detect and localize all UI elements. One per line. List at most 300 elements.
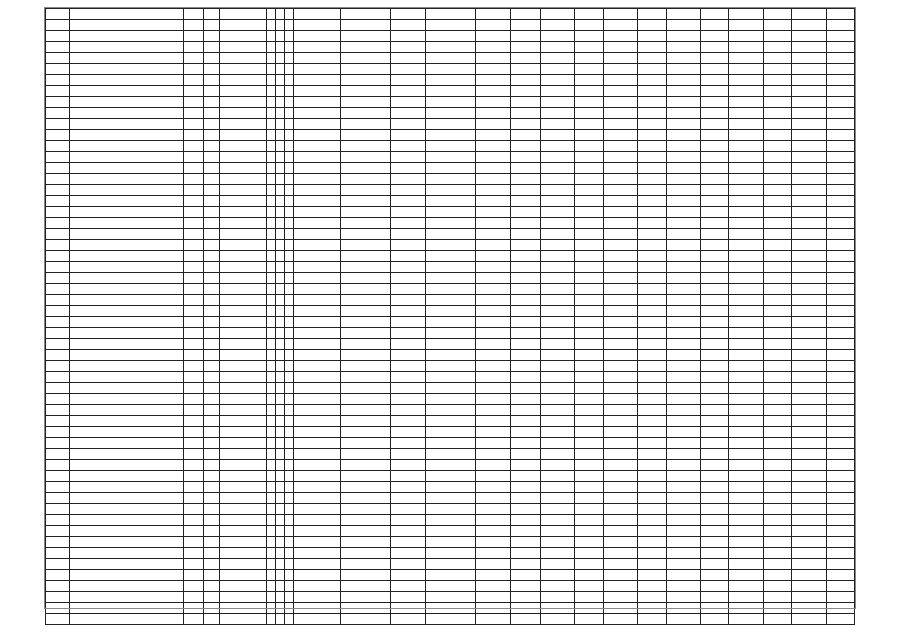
table-cell (391, 504, 425, 515)
table-cell (70, 372, 183, 383)
table-cell (826, 86, 854, 97)
table-cell (666, 42, 700, 53)
table-cell (541, 526, 575, 537)
table-cell (46, 603, 70, 614)
table-cell (603, 361, 637, 372)
table-cell (541, 240, 575, 251)
table-cell (425, 493, 476, 504)
table-cell (666, 581, 700, 592)
table-cell (284, 339, 293, 350)
table-cell (425, 383, 476, 394)
table-row (46, 229, 855, 240)
table-cell (46, 20, 70, 31)
table-cell (183, 9, 203, 20)
table-cell (729, 86, 763, 97)
table-cell (476, 141, 510, 152)
table-cell (826, 306, 854, 317)
table-cell (666, 9, 700, 20)
table-row (46, 20, 855, 31)
table-cell (220, 559, 267, 570)
table-cell (826, 75, 854, 86)
table-cell (70, 361, 183, 372)
table-cell (603, 515, 637, 526)
table-cell (575, 240, 603, 251)
table-cell (340, 196, 391, 207)
table-cell (510, 438, 540, 449)
table-cell (294, 185, 341, 196)
table-cell (603, 438, 637, 449)
table-cell (284, 416, 293, 427)
table-cell (603, 130, 637, 141)
table-cell (792, 339, 826, 350)
table-cell (425, 361, 476, 372)
table-cell (70, 405, 183, 416)
table-cell (294, 460, 341, 471)
table-cell (638, 75, 666, 86)
table-cell (46, 86, 70, 97)
table-cell (763, 504, 791, 515)
table-cell (203, 119, 219, 130)
table-cell (391, 64, 425, 75)
table-cell (266, 339, 275, 350)
table-cell (575, 97, 603, 108)
table-cell (575, 86, 603, 97)
table-cell (792, 284, 826, 295)
table-cell (340, 306, 391, 317)
table-cell (391, 119, 425, 130)
table-cell (701, 405, 729, 416)
table-cell (425, 559, 476, 570)
table-cell (340, 328, 391, 339)
table-cell (666, 526, 700, 537)
table-cell (275, 504, 284, 515)
table-cell (729, 196, 763, 207)
table-cell (575, 42, 603, 53)
table-cell (729, 20, 763, 31)
table-cell (425, 174, 476, 185)
table-cell (603, 31, 637, 42)
table-cell (603, 141, 637, 152)
table-cell (183, 75, 203, 86)
table-cell (476, 240, 510, 251)
table-cell (220, 515, 267, 526)
table-cell (763, 592, 791, 603)
table-cell (603, 427, 637, 438)
table-cell (220, 449, 267, 460)
table-cell (638, 559, 666, 570)
table-cell (701, 471, 729, 482)
table-cell (575, 383, 603, 394)
table-cell (266, 64, 275, 75)
table-cell (70, 471, 183, 482)
table-cell (763, 416, 791, 427)
table-cell (294, 196, 341, 207)
table-cell (603, 460, 637, 471)
table-cell (792, 460, 826, 471)
table-row (46, 207, 855, 218)
table-cell (575, 163, 603, 174)
table-cell (792, 295, 826, 306)
table-cell (638, 515, 666, 526)
table-cell (183, 53, 203, 64)
table-cell (294, 97, 341, 108)
table-cell (763, 119, 791, 130)
table-cell (701, 504, 729, 515)
table-cell (266, 174, 275, 185)
table-cell (425, 603, 476, 614)
table-cell (284, 229, 293, 240)
table-cell (603, 339, 637, 350)
table-cell (666, 251, 700, 262)
table-cell (510, 9, 540, 20)
table-cell (666, 548, 700, 559)
table-cell (701, 306, 729, 317)
table-cell (575, 350, 603, 361)
table-cell (666, 537, 700, 548)
table-cell (203, 152, 219, 163)
table-cell (826, 394, 854, 405)
table-cell (266, 163, 275, 174)
table-row (46, 416, 855, 427)
table-cell (575, 31, 603, 42)
table-cell (391, 515, 425, 526)
table-cell (220, 460, 267, 471)
table-cell (284, 548, 293, 559)
table-cell (391, 108, 425, 119)
table-cell (340, 383, 391, 394)
table-cell (340, 185, 391, 196)
table-cell (266, 31, 275, 42)
table-cell (220, 20, 267, 31)
table-row (46, 108, 855, 119)
table-cell (541, 372, 575, 383)
table-cell (275, 20, 284, 31)
table-cell (294, 108, 341, 119)
table-cell (220, 295, 267, 306)
table-cell (792, 306, 826, 317)
table-cell (792, 196, 826, 207)
table-cell (541, 614, 575, 625)
table-cell (729, 405, 763, 416)
table-cell (391, 449, 425, 460)
table-cell (340, 427, 391, 438)
table-cell (701, 97, 729, 108)
table-cell (826, 207, 854, 218)
table-cell (510, 581, 540, 592)
table-cell (729, 207, 763, 218)
table-cell (391, 53, 425, 64)
table-cell (183, 460, 203, 471)
table-cell (792, 218, 826, 229)
table-cell (203, 416, 219, 427)
table-cell (826, 339, 854, 350)
table-cell (476, 592, 510, 603)
table-cell (284, 196, 293, 207)
table-cell (183, 97, 203, 108)
table-cell (266, 405, 275, 416)
table-cell (294, 394, 341, 405)
table-cell (275, 559, 284, 570)
table-cell (666, 339, 700, 350)
table-cell (294, 471, 341, 482)
table-cell (203, 548, 219, 559)
table-cell (340, 218, 391, 229)
table-cell (391, 328, 425, 339)
table-cell (701, 119, 729, 130)
table-cell (541, 493, 575, 504)
table-cell (763, 75, 791, 86)
table-cell (666, 438, 700, 449)
table-cell (541, 119, 575, 130)
table-row (46, 185, 855, 196)
table-cell (284, 86, 293, 97)
table-cell (183, 284, 203, 295)
table-cell (575, 295, 603, 306)
table-cell (275, 53, 284, 64)
table-cell (294, 438, 341, 449)
table-cell (666, 361, 700, 372)
table-cell (183, 328, 203, 339)
table-cell (266, 185, 275, 196)
table-cell (284, 262, 293, 273)
table-cell (666, 207, 700, 218)
table-cell (575, 372, 603, 383)
table-cell (70, 174, 183, 185)
table-cell (70, 130, 183, 141)
table-cell (220, 163, 267, 174)
table-row (46, 97, 855, 108)
table-cell (391, 185, 425, 196)
table-cell (701, 537, 729, 548)
table-row (46, 152, 855, 163)
table-cell (425, 482, 476, 493)
table-cell (763, 273, 791, 284)
table-cell (183, 339, 203, 350)
table-cell (425, 75, 476, 86)
table-cell (575, 614, 603, 625)
table-row (46, 460, 855, 471)
table-cell (46, 185, 70, 196)
table-cell (638, 64, 666, 75)
table-cell (701, 152, 729, 163)
table-cell (575, 196, 603, 207)
table-cell (46, 581, 70, 592)
table-row (46, 317, 855, 328)
table-cell (476, 53, 510, 64)
table-cell (294, 592, 341, 603)
table-cell (763, 108, 791, 119)
table-cell (701, 350, 729, 361)
table-cell (275, 603, 284, 614)
table-cell (666, 273, 700, 284)
table-cell (70, 207, 183, 218)
table-cell (476, 75, 510, 86)
table-cell (203, 31, 219, 42)
table-cell (541, 427, 575, 438)
table-cell (603, 86, 637, 97)
table-cell (603, 614, 637, 625)
table-cell (729, 97, 763, 108)
table-cell (792, 251, 826, 262)
table-cell (826, 130, 854, 141)
table-cell (763, 64, 791, 75)
table-cell (266, 42, 275, 53)
table-cell (284, 295, 293, 306)
table-cell (220, 152, 267, 163)
table-cell (763, 493, 791, 504)
table-cell (275, 592, 284, 603)
table-cell (603, 9, 637, 20)
table-cell (70, 152, 183, 163)
table-cell (183, 383, 203, 394)
table-row (46, 174, 855, 185)
table-cell (792, 20, 826, 31)
table-cell (792, 64, 826, 75)
table-cell (275, 42, 284, 53)
table-cell (46, 152, 70, 163)
table-cell (294, 141, 341, 152)
table-cell (70, 295, 183, 306)
table-cell (603, 97, 637, 108)
table-cell (294, 361, 341, 372)
table-cell (425, 262, 476, 273)
table-cell (294, 339, 341, 350)
table-cell (391, 141, 425, 152)
table-cell (541, 460, 575, 471)
table-cell (275, 218, 284, 229)
table-cell (603, 75, 637, 86)
table-cell (391, 218, 425, 229)
table-cell (70, 328, 183, 339)
table-cell (70, 493, 183, 504)
table-cell (183, 240, 203, 251)
table-cell (220, 251, 267, 262)
table-cell (510, 306, 540, 317)
table-cell (541, 394, 575, 405)
table-cell (284, 372, 293, 383)
table-cell (284, 42, 293, 53)
table-cell (203, 592, 219, 603)
table-cell (575, 20, 603, 31)
table-cell (792, 317, 826, 328)
table-cell (729, 559, 763, 570)
table-cell (638, 482, 666, 493)
table-cell (284, 185, 293, 196)
table-cell (203, 174, 219, 185)
table-cell (425, 20, 476, 31)
table-cell (391, 75, 425, 86)
table-cell (275, 185, 284, 196)
table-cell (203, 306, 219, 317)
table-cell (826, 9, 854, 20)
table-cell (266, 449, 275, 460)
table-cell (203, 273, 219, 284)
table-cell (510, 471, 540, 482)
table-cell (391, 394, 425, 405)
table-cell (294, 515, 341, 526)
table-cell (294, 42, 341, 53)
table-cell (826, 31, 854, 42)
table-cell (729, 240, 763, 251)
table-cell (638, 416, 666, 427)
table-cell (476, 163, 510, 174)
table-cell (391, 163, 425, 174)
table-cell (340, 64, 391, 75)
table-cell (294, 31, 341, 42)
table-cell (294, 75, 341, 86)
table-cell (284, 405, 293, 416)
table-cell (46, 207, 70, 218)
table-cell (510, 75, 540, 86)
table-cell (826, 108, 854, 119)
table-cell (275, 306, 284, 317)
table-cell (792, 152, 826, 163)
table-cell (476, 471, 510, 482)
table-cell (826, 196, 854, 207)
table-cell (275, 273, 284, 284)
table-cell (294, 548, 341, 559)
table-cell (220, 196, 267, 207)
table-cell (792, 53, 826, 64)
table-cell (391, 174, 425, 185)
table-cell (275, 482, 284, 493)
table-cell (603, 383, 637, 394)
table-cell (510, 53, 540, 64)
table-cell (510, 603, 540, 614)
table-cell (294, 559, 341, 570)
table-cell (826, 53, 854, 64)
table-cell (541, 229, 575, 240)
table-cell (220, 31, 267, 42)
table-cell (510, 614, 540, 625)
table-cell (603, 185, 637, 196)
table-cell (729, 427, 763, 438)
table-cell (183, 581, 203, 592)
table-cell (575, 75, 603, 86)
table-cell (575, 603, 603, 614)
table-row (46, 515, 855, 526)
table-cell (603, 570, 637, 581)
table-cell (729, 449, 763, 460)
table-cell (340, 570, 391, 581)
table-cell (340, 284, 391, 295)
table-cell (666, 119, 700, 130)
table-cell (729, 152, 763, 163)
table-cell (220, 75, 267, 86)
table-cell (275, 438, 284, 449)
table-cell (763, 383, 791, 394)
table-cell (701, 460, 729, 471)
table-cell (792, 75, 826, 86)
table-cell (763, 515, 791, 526)
table-cell (603, 317, 637, 328)
table-cell (203, 350, 219, 361)
table-cell (294, 504, 341, 515)
table-cell (203, 328, 219, 339)
table-cell (541, 174, 575, 185)
table-cell (792, 405, 826, 416)
table-cell (70, 306, 183, 317)
table-cell (476, 537, 510, 548)
table-cell (425, 504, 476, 515)
table-cell (666, 603, 700, 614)
table-cell (284, 504, 293, 515)
table-cell (792, 427, 826, 438)
table-cell (603, 592, 637, 603)
table-cell (729, 163, 763, 174)
table-row (46, 218, 855, 229)
table-cell (476, 9, 510, 20)
